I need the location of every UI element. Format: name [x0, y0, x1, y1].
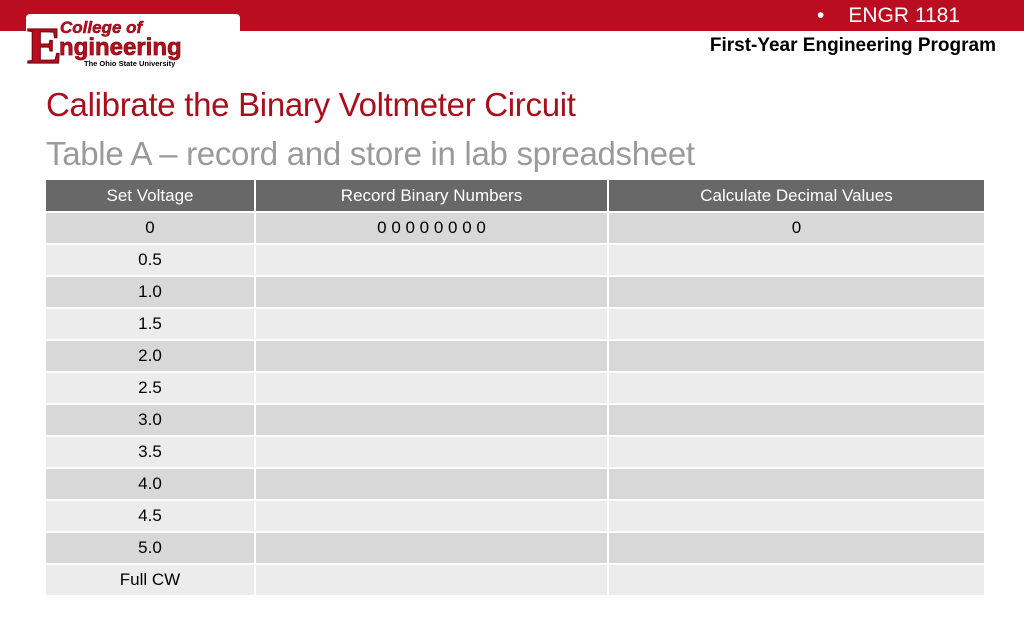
- slide-subtitle: Table A – record and store in lab spreadsheet: [46, 135, 695, 172]
- binary-number-cell[interactable]: [255, 372, 608, 404]
- table-row: [45, 436, 985, 468]
- decimal-value-cell[interactable]: [608, 340, 985, 372]
- set-voltage-cell: 0: [45, 212, 255, 244]
- binary-number-cell[interactable]: [255, 468, 608, 500]
- set-voltage-cell: 4.5: [45, 500, 255, 532]
- decimal-value-cell[interactable]: [608, 564, 985, 596]
- logo-line-engineering: ngineering: [59, 34, 182, 61]
- calibration-table: [44, 178, 986, 597]
- binary-number-cell[interactable]: 0 0 0 0 0 0 0 0: [255, 212, 608, 244]
- decimal-value-cell[interactable]: [608, 436, 985, 468]
- decimal-value-cell[interactable]: [608, 372, 985, 404]
- table-row: [45, 564, 985, 596]
- binary-number-cell[interactable]: [255, 276, 608, 308]
- logo-line-college: College of: [60, 18, 143, 37]
- table-row: [45, 372, 985, 404]
- binary-number-cell[interactable]: [255, 436, 608, 468]
- decimal-value-cell[interactable]: [608, 404, 985, 436]
- decimal-value-cell[interactable]: [608, 500, 985, 532]
- course-code: [817, 4, 960, 28]
- binary-number-cell[interactable]: [255, 308, 608, 340]
- table-row: [45, 340, 985, 372]
- header-binary-numbers: Record Binary Numbers: [255, 179, 608, 212]
- table-row: [45, 308, 985, 340]
- program-name: First-Year Engineering Program: [709, 35, 996, 56]
- decimal-value-cell[interactable]: 0: [608, 212, 985, 244]
- table-row: [45, 212, 985, 244]
- set-voltage-cell: Full CW: [45, 564, 255, 596]
- decimal-value-cell[interactable]: [608, 468, 985, 500]
- table-header-row: [45, 179, 985, 212]
- set-voltage-cell: 2.5: [45, 372, 255, 404]
- set-voltage-cell: 4.0: [45, 468, 255, 500]
- set-voltage-cell: 0.5: [45, 244, 255, 276]
- set-voltage-cell: 3.0: [45, 404, 255, 436]
- binary-number-cell[interactable]: [255, 532, 608, 564]
- decimal-value-cell[interactable]: [608, 276, 985, 308]
- decimal-value-cell[interactable]: [608, 308, 985, 340]
- binary-number-cell[interactable]: [255, 564, 608, 596]
- set-voltage-cell: 1.5: [45, 308, 255, 340]
- binary-number-cell[interactable]: [255, 404, 608, 436]
- course-code-text: ENGR 1181: [848, 4, 960, 27]
- slide-title: Calibrate the Binary Voltmeter Circuit: [46, 86, 576, 123]
- binary-number-cell[interactable]: [255, 244, 608, 276]
- bullet-icon: •: [816, 4, 825, 27]
- table-row: [45, 500, 985, 532]
- table-row: [45, 404, 985, 436]
- table-row: [45, 468, 985, 500]
- table-row: [45, 244, 985, 276]
- college-of-engineering-logo: [26, 14, 240, 70]
- table-row: [45, 276, 985, 308]
- table-row: [45, 532, 985, 564]
- binary-number-cell[interactable]: [255, 500, 608, 532]
- logo-initial: E: [27, 18, 62, 70]
- set-voltage-cell: 5.0: [45, 532, 255, 564]
- binary-number-cell[interactable]: [255, 340, 608, 372]
- header-decimal-values: Calculate Decimal Values: [608, 179, 985, 212]
- set-voltage-cell: 1.0: [45, 276, 255, 308]
- decimal-value-cell[interactable]: [608, 244, 985, 276]
- logo-line-university: The Ohio State University: [84, 59, 176, 68]
- set-voltage-cell: 3.5: [45, 436, 255, 468]
- header-set-voltage: Set Voltage: [45, 179, 255, 212]
- set-voltage-cell: 2.0: [45, 340, 255, 372]
- decimal-value-cell[interactable]: [608, 532, 985, 564]
